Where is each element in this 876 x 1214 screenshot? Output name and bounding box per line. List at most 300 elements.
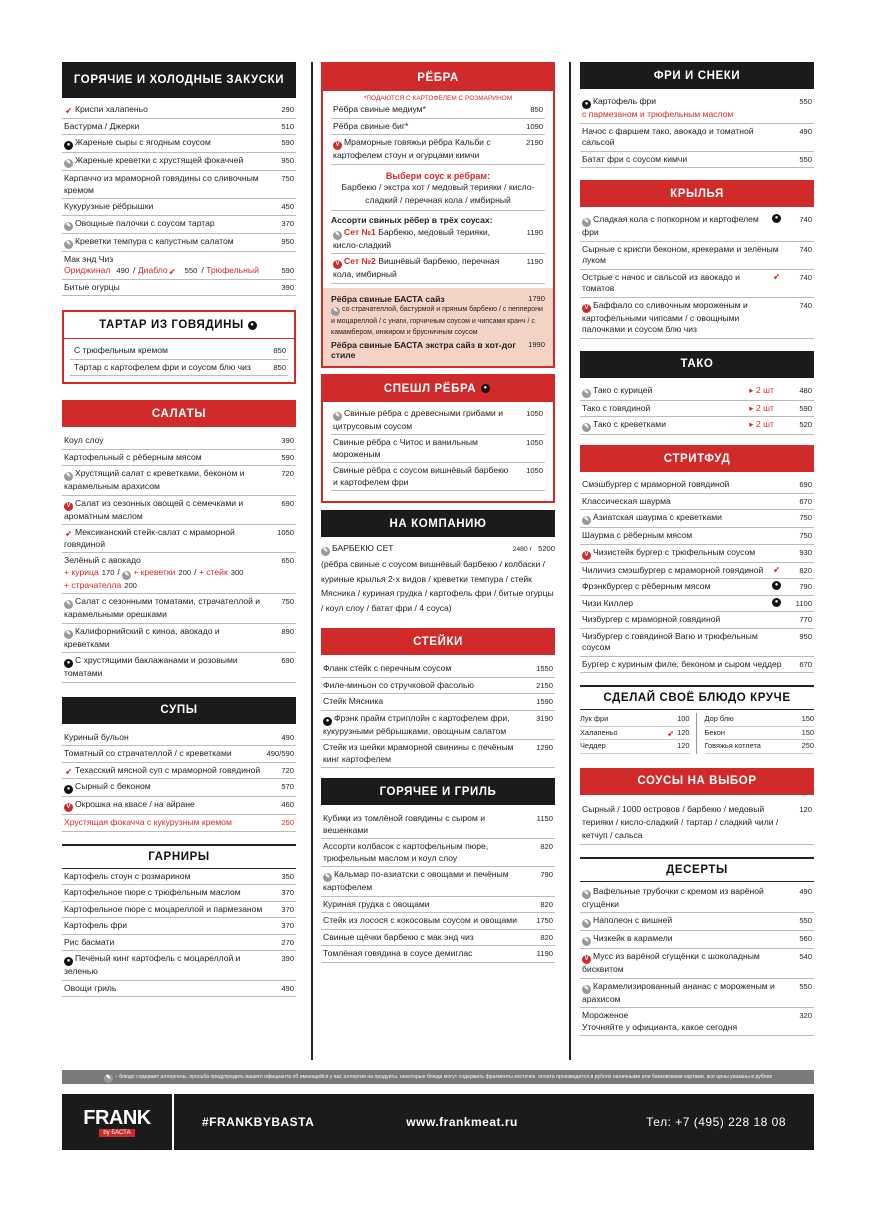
menu-item-price: 1590 [536,697,553,706]
menu-item-name [323,713,523,738]
menu-item-name [333,437,513,460]
menu-item-price: 510 [281,121,294,131]
allergen-icon: ✎ [65,473,72,479]
sauces-row [580,801,814,845]
menu-item-row [321,897,555,914]
menu-item-price: 850 [273,346,286,355]
menu-item-name [582,951,782,976]
menu-item-price: 490 [799,886,812,896]
menu-item-row [62,216,296,234]
menu-item-name [333,137,513,162]
menu-item-label: Наполеон с вишней [593,915,673,925]
addon-col [697,713,815,754]
menu-item-price: 820 [540,899,553,909]
menu-item-row [580,563,814,580]
sauce-title: Выбери соус к рёбрам: [385,170,491,181]
menu-item-name [323,948,523,960]
menu-item-label: Креветки темпура с капустным салатом [75,235,234,246]
company-price: 5200 [538,544,555,553]
menu-item-price: 490/590 [266,749,294,758]
menu-item-label: Чизистейк бургер с трюфельным соусом [593,546,756,557]
menu-item-row [580,242,814,270]
allergen-icon: ✎ [583,920,590,926]
allergen-icon: ✎ [124,571,130,578]
company-weight: 2480 г [512,546,533,553]
addon-row [705,713,815,727]
menu-item-price: 750 [281,174,294,183]
menu-item-name [64,904,264,916]
menu-item-price: 930 [799,547,812,557]
menu-item-name [582,479,782,491]
addon-price-wrap [802,740,814,753]
bomb-spicy-icon: ● [772,581,781,590]
addon-price: 250 [801,741,814,750]
menu-item-row [321,946,555,963]
addon-name: Чеддер [580,741,606,750]
basta-desc [331,304,545,338]
logo-text: FRANK [83,1106,151,1129]
section-header: СТЕЙКИ [321,628,555,655]
addon-price: 200 [178,567,192,577]
menu-item-row [321,930,555,947]
menu-item-price: 2150 [536,680,553,690]
menu-item-label: Тако с курицей [593,384,653,395]
spacer [321,616,555,628]
menu-item-name [64,920,264,932]
menu-item-row [321,711,555,741]
menu-item-price: 1550 [536,664,553,673]
spacer [62,296,296,310]
menu-item-label: Рёбра свиные биг* [333,120,409,131]
spacer [580,673,814,685]
assorti-title: Ассорти свиных рёбер в трёх соусах: [331,214,493,225]
menu-item-label: Карамелизированный ананас с мороженым и арахисом [582,980,775,1004]
menu-item-row [580,94,814,124]
menu-item-price: 740 [799,300,812,310]
menu-item-row [331,102,545,119]
mac-option-price: 490 [116,266,130,275]
menu-item-row [62,466,296,496]
menu-item-label: Ассорти колбасок с картофельным пюре, трюфельным маслом и коул слоу [323,841,489,863]
menu-item-name [582,385,749,398]
spacer [321,503,555,510]
addon-grid [580,713,814,754]
menu-item-row [580,124,814,152]
menu-item-label: Чизбургер с мраморной говядиной [582,614,721,624]
menu-item-price: 650 [281,556,294,565]
menu-item-row [580,270,814,298]
menu-item-row [321,867,555,897]
menu-item-label: Кукурузные рёбрышки [64,201,154,211]
menu-item-label: Криспи халапеньо [75,104,148,114]
menu-item-row [62,119,296,136]
menu-item-row [62,171,296,199]
menu-item-price: 1750 [536,916,553,925]
section-header [323,376,553,402]
menu-item-name [582,933,782,946]
menu-item-row [580,298,814,339]
menu-item-name [64,104,264,116]
menu-item-price: 770 [799,615,812,624]
menu-item-price: 490 [799,126,812,136]
menu-item-price: 450 [281,202,294,211]
allergen-icon: ✎ [583,424,590,430]
menu-item-label: Хрустящий салат с креветками, беконом и карамельным арахисом [64,468,245,491]
menu-item-name [64,282,264,294]
green-title [64,555,294,567]
menu-item-name [64,468,264,493]
menu-item-price: 670 [799,496,812,506]
addon-price: 200 [124,580,137,590]
allergen-icon: ✎ [583,890,590,897]
basta-name: Рёбра свиные БАСТА сайз [331,293,445,304]
menu-item-row [62,885,296,902]
ribs-content [323,91,553,288]
menu-item-row [62,815,296,832]
menu-item-row [70,360,288,377]
menu-item-price: 270 [281,937,294,947]
menu-item-label: Жареные креветки с хрустящей фокаччей [75,155,244,165]
menu-item-price: 950 [799,631,812,641]
menu-item-price: 290 [281,105,294,114]
column-divider [311,62,313,1060]
set-price: 1190 [526,257,543,266]
addon-col [580,713,697,754]
menu-item-row [580,528,814,545]
menu-item-price: 370 [281,218,294,228]
menu-item-label: Картофель стоун с розмарином [64,870,191,881]
menu-item-label: Тако с креветками [593,419,667,429]
menu-item-label: Салат с сезонными томатами, страчателлой и карамельными орешками [64,596,261,619]
menu-item-row [580,913,814,931]
phone-number[interactable]: Тел: +7 (495) 228 18 08 [646,1115,786,1129]
menu-item-row [62,902,296,919]
mac-option-label: Ориджинал [64,265,111,275]
allergen-icon: ✎ [65,160,72,166]
menu-item-label: Мусс из варёной сгущёнки с шоколадным бисквитом [582,951,760,974]
menu-item-label: Окрошка на квасе / на айране [75,799,195,809]
bomb-spicy-icon: ● [772,598,781,607]
menu-item-label: Свиные рёбра с древесными грибами и цитрусовым соусом [333,407,504,431]
menu-item-name [582,981,782,1006]
addon-name: Дор блю [704,714,734,723]
section-header: СУПЫ [62,697,296,724]
addon-price-wrap [802,727,814,740]
menu-item-label: С хрустящими баклажанами и розовыми томатами [64,655,238,678]
sauce-list: Барбекю / экстра хот / медовый терияки / кисло-сладкий / перечная кола / имбирный [331,181,545,211]
addon-name: Халапеньо [580,727,618,737]
menu-item-label: Карпаччо из мраморной говядины со сливочным кремом [64,173,259,195]
menu-item-name [323,680,523,692]
allergen-icon: ✎ [334,412,341,419]
menu-item-price: 250 [281,818,294,827]
menu-item-price: 750 [799,531,812,540]
separator: / [117,566,123,577]
menu-item-row [62,797,296,815]
addon-price-wrap [802,713,814,726]
bomb-spicy-icon: ● [64,659,73,668]
menu-item-name [582,581,772,593]
menu-item-price: 790 [799,582,812,591]
bomb-spicy-icon: ● [323,717,332,726]
menu-item-label: Баффало со сливочным мороженым и картофельными чипсами / с овощными палочками и соусом блю чиз [582,299,748,334]
quantity-badge [749,385,774,397]
menu-item-price: 740 [799,215,812,224]
menu-item-name [64,871,264,883]
vegetarian-icon: V [582,304,591,313]
menu-item-price: 670 [799,659,812,669]
menu-item-label: Стейк из лосося с кокосовым соусом и овощами [323,915,517,925]
menu-item-label: Куриная грудка с овощами [323,898,430,909]
menu-item-row [321,913,555,930]
menu-item-row [62,102,296,119]
section-header: НА КОМПАНИЮ [321,510,555,537]
menu-item-name [323,899,523,911]
set-name [333,256,513,281]
sauces-price: 120 [799,804,812,814]
allergen-icon: ✎ [583,985,590,992]
menu-item-row [580,596,814,613]
addon-price: 100 [677,714,690,723]
menu-item-price: 740 [799,272,812,282]
addon-price: 150 [801,727,814,737]
company-desc: (рёбра свиные с соусом вишнёвый барбекю / колбаски / куриные крылья 2-х видов / креветки темпура / стейк Мясника / куриная грудка / картофель фри / битые огурцы / коул слоу / батат фри / 4 соуса) [321,559,554,613]
menu-item-name [64,121,264,133]
menu-item-row [62,135,296,153]
menu-item-row [321,811,555,839]
menu-item-name [64,953,264,978]
menu-item-row [580,884,814,914]
sauces-list: Сырный / 1000 островов / барбекю / медовый терияки / кисло-сладкий / тартар / сладкий чили / кетчуп / сальса [582,803,779,840]
menu-item-row [62,594,296,624]
menu-item-row [580,579,814,596]
menu-item-price: 1050 [526,438,543,447]
menu-item-label: Техасский мясной суп с мраморной говядиной [75,764,261,775]
section-rule [580,709,814,710]
menu-item-label: Жареные сыры с ягодным соусом [75,137,211,147]
ice-top [582,1010,812,1022]
menu-item-name [582,547,782,560]
arrow-icon: ▸ [749,384,756,395]
spacer [580,754,814,768]
menu-item-price: 820 [540,932,553,942]
bomb-spicy-icon: ● [582,100,591,109]
addon-row [580,713,690,727]
basta-price: 1790 [528,293,545,303]
menu-item-name [582,96,782,121]
chili-pepper-icon: ➶ [773,564,780,574]
mac-title [64,254,294,266]
menu-item-price: 490 [281,983,294,993]
menu-item-row [62,869,296,886]
menu-item-row [62,234,296,252]
menu-item-label: Фланк стейк с перечным соусом [323,663,452,673]
menu-item-price: 720 [281,765,294,775]
menu-item-label: Салат из сезонных овощей с семечками и ароматным маслом [64,497,244,521]
mac-option-label: Диабло [137,265,168,275]
menu-item-name [582,496,782,508]
vegetarian-icon: V [333,141,342,150]
menu-item-row [580,383,814,401]
menu-item-price: 550 [799,981,812,991]
set-desc: Барбекю, медовый терияки, кисло-сладкий [333,226,491,250]
menu-item-name [582,886,782,911]
menu-item-label: Сырные с криспи беконом, крекерами и зелёным луком [582,243,779,265]
menu-item-label: Сладкая кола с попкорном и картофелем фри [582,214,759,237]
set-name [333,227,513,252]
menu-item-price: 1290 [536,743,553,752]
menu-item-row [321,740,555,768]
section-header: ГАРНИРЫ [62,846,296,868]
menu-item-label: Батат фри с соусом кимчи [582,153,688,164]
section-header: ГОРЯЧЕЕ И ГРИЛЬ [321,778,555,805]
menu-item-name [64,596,264,621]
menu-item-row [580,477,814,494]
menu-item-label: Картофельное пюре с моцареллой и пармезаном [64,903,263,914]
menu-item-name [323,932,523,944]
menu-item-name [582,154,782,166]
menu-item-label: Картофель фри [593,96,657,106]
menu-item-name [323,742,523,765]
addon-row [705,740,815,754]
menu-item-row [331,119,545,136]
menu-item-name [333,465,513,488]
menu-item-row [580,401,814,418]
bomb-spicy-icon: ● [64,785,73,794]
addon-price: 170 [101,567,115,577]
spacer [62,832,296,844]
menu-item-price: 1150 [536,814,553,823]
separator: / [133,265,138,275]
menu-item-name [333,121,513,133]
menu-item-price: 890 [281,626,294,636]
addon-price: 300 [230,567,244,577]
spacer [580,339,814,351]
menu-item-price: 540 [799,952,812,961]
menu-item-name [64,218,264,231]
menu-item-name [64,201,264,213]
menu-item-row [580,1008,814,1036]
section-header: ФРИ И СНЕКИ [580,62,814,89]
menu-item-label: Овощи гриль [64,982,117,993]
menu-item-row [580,212,814,242]
menu-item-price: 720 [281,469,294,478]
menu-item-name [323,915,523,927]
menu-item-label: Печёный кинг картофель с моцареллой и зеленью [64,953,241,976]
menu-item-row [580,417,814,435]
menu-item-label: Свиные рёбра с Читос и ванильным мороженым [333,437,478,459]
menu-item-row [62,280,296,297]
quantity-label: 2 шт [756,419,774,429]
menu-item-label: Чизкейк в карамели [593,933,673,943]
menu-item-label: Томлёная говядина в соусе демиглас [323,948,473,958]
quantity-label: 2 шт [756,402,774,413]
addon-label: + курица [64,566,99,577]
menu-item-price: 590 [799,403,812,413]
menu-item-row [62,433,296,450]
menu-item-price: 820 [540,842,553,851]
menu-item-label: Бастурма / Джерки [64,120,140,131]
menu-item-label: Смэшбургер с мраморной говядиной [582,479,730,489]
menu-item-label: Азиатская шаурма с креветками [593,512,722,522]
menu-item-row [62,653,296,683]
menu-item-label: Томатный со страчателлой / с креветками [64,748,232,758]
addon-price-wrap [677,713,689,726]
menu-item-row [580,931,814,949]
menu-item-label: Начос с фаршем тако, авокадо и томатной сальсой [582,125,754,147]
menu-item-row [580,494,814,511]
allergen-icon: ✎ [65,630,72,637]
menu-item-price: 1050 [526,466,543,475]
addon-price-wrap [677,740,689,753]
menu-item-label: Тако с говядиной [582,402,651,413]
menu-item-price: 740 [799,244,812,254]
section-header: ТАКО [580,351,814,378]
menu-item-row [62,199,296,216]
menu-item-name [64,937,264,949]
menu-item-row [62,496,296,526]
section-title: СПЕШЛ РЁБРА [383,382,477,395]
menu-item-label: Калифорнийский с киноа, авокадо и креветками [64,625,220,649]
menu-item-name [64,626,264,651]
menu-item-row [62,153,296,171]
addon-name: Бекон [704,727,725,737]
menu-item-label: Мраморные говяжьи рёбра Кальби с картофелем стоун и огурцами кимчи [333,137,491,160]
menu-item-name [582,403,749,415]
arrow-icon: ▸ [749,402,756,413]
menu-item-price: 950 [281,236,294,246]
menu-item-price: 590 [281,452,294,462]
menu-item-name [64,748,264,760]
menu-item-price: 2190 [526,138,543,147]
menu-item-name [582,530,782,542]
special-content [323,402,553,502]
addons [64,567,294,592]
allergen-icon: ✎ [583,219,590,225]
menu-item-price: 370 [281,888,294,897]
basta-row [331,294,545,304]
menu-item-price: 390 [281,436,294,445]
website-link[interactable]: www.frankmeat.ru [406,1115,518,1129]
menu-item-price: 1050 [277,528,294,537]
menu-item-label: Фрэнкбургер с рёберным мясом [582,581,711,591]
menu-item-label: Шаурма с рёберным мясом [582,530,693,540]
menu-item-label: Рис басмати [64,936,115,947]
menu-item-price: 3190 [536,713,553,723]
menu-item-name [64,817,264,829]
set-desc: Вишнёвый барбекю, перечная кола, имбирный [333,256,500,279]
allergen-icon: ✎ [332,307,339,314]
menu-item-row [331,406,545,436]
set-price: 1190 [526,227,543,237]
allergen-icon: ✎ [65,240,72,247]
addon-label: + страчателла [64,579,122,590]
menu-item-name [582,300,782,336]
hashtag: #FRANKBYBASTA [202,1115,315,1129]
allergen-icon: ✎ [583,389,590,396]
menu-item-name [323,841,523,864]
ribs-box [321,62,555,368]
section-header: КРЫЛЬЯ [580,180,814,207]
menu-item-label: Чизбургер с говядиной Вагю и трюфельным соусом [582,630,758,652]
menu-item-label: Картофельное пюре с трюфельным маслом [64,887,241,897]
allergen-icon: ✎ [322,548,329,554]
chili-pepper-icon: ➶ [65,529,72,538]
menu-item-label: Рёбра свиные медиум* [333,104,426,114]
addon-name: Говяжья котлета [704,741,761,750]
menu-item-name [323,869,523,894]
set-label: Сет №2 [344,256,376,266]
